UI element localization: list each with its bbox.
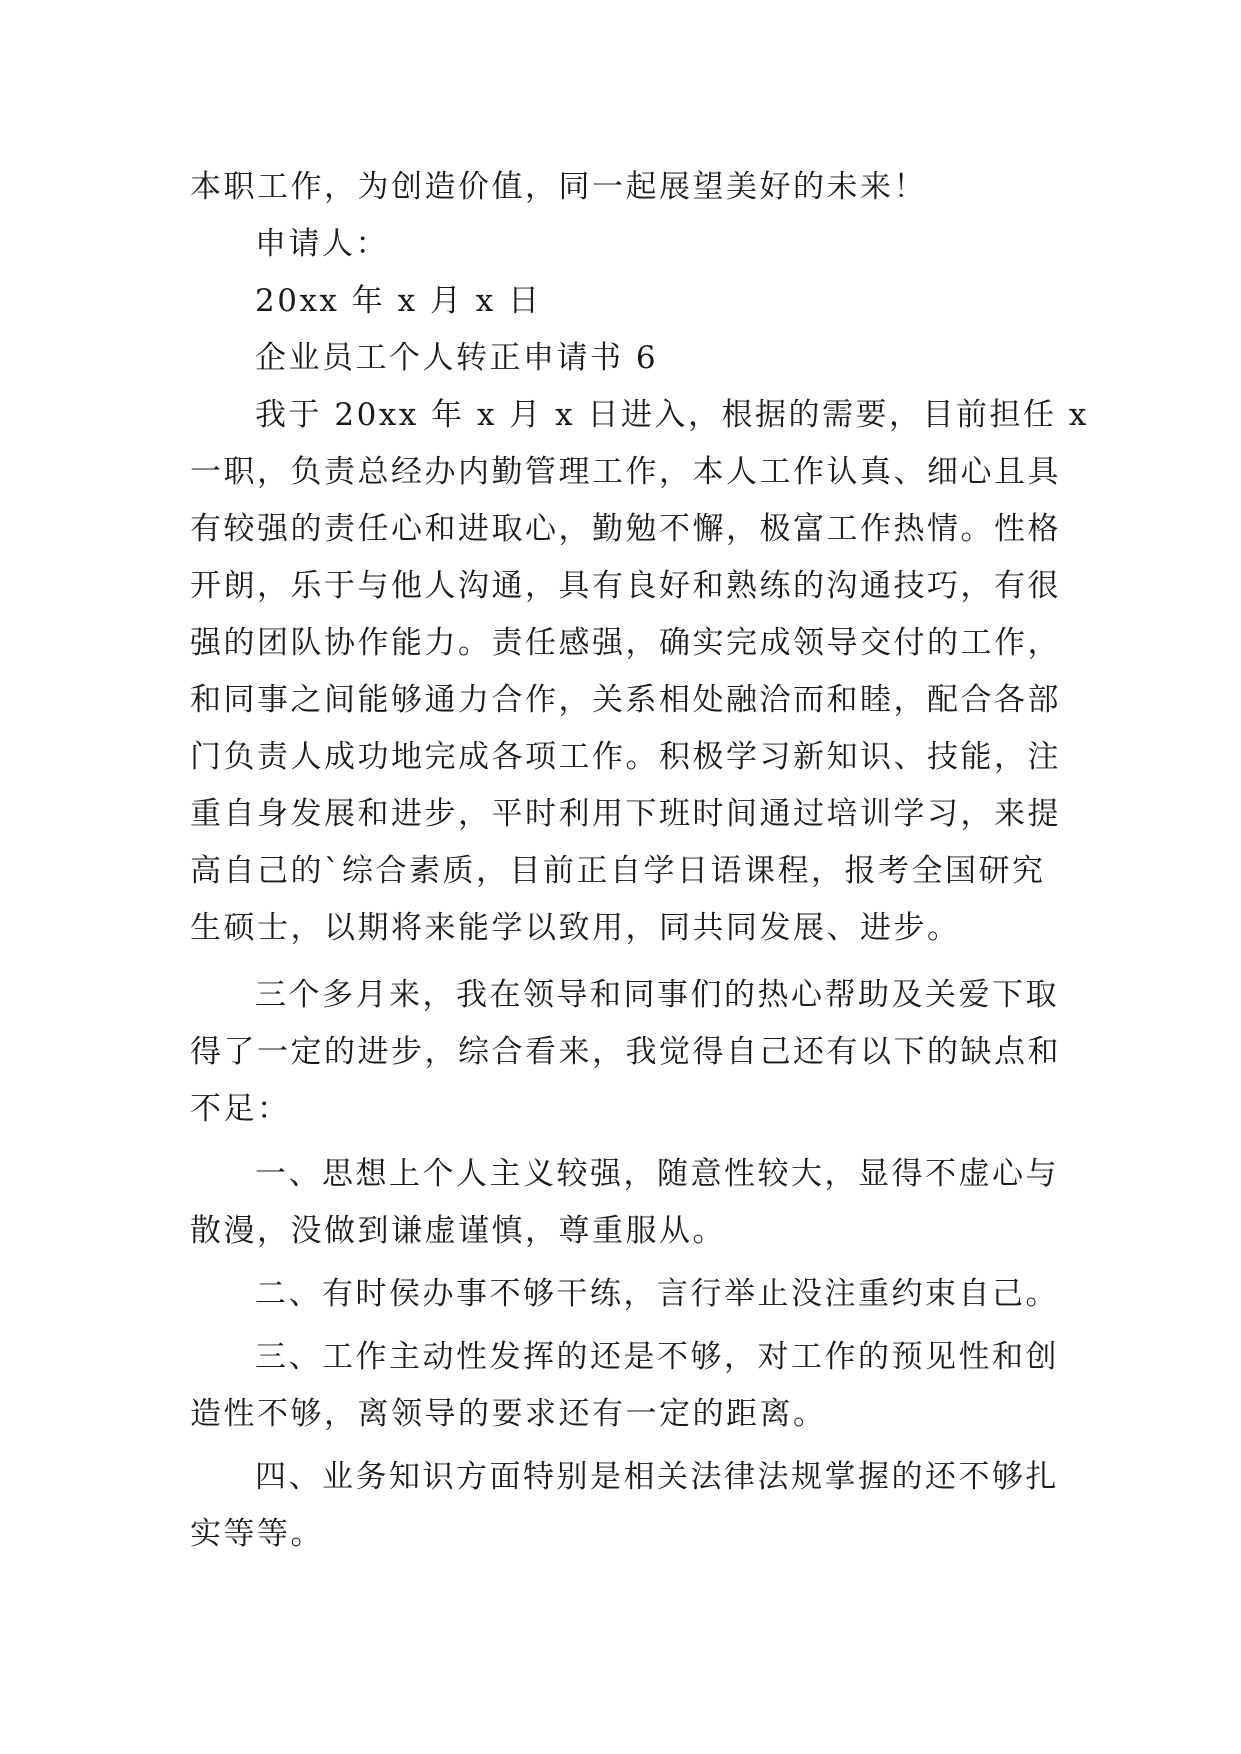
- date-line: 20xx 年 x 月 x 日: [255, 283, 542, 319]
- paragraph-line: 高自己的`综合素质，目前正自学日语课程，报考全国研究: [190, 853, 1046, 889]
- list-item-line: 实等等。: [190, 1516, 324, 1552]
- paragraph-line: 和同事之间能够通力合作，关系相处融洽而和睦，配合各部: [190, 682, 1061, 718]
- paragraph-line: 得了一定的进步，综合看来，我觉得自己还有以下的缺点和: [190, 1034, 1061, 1070]
- list-item-line: 三、工作主动性发挥的还是不够，对工作的预见性和创: [255, 1339, 1059, 1375]
- list-item-line: 造性不够，离领导的要求还有一定的距离。: [190, 1396, 827, 1432]
- paragraph-line: 一职，负责总经办内勤管理工作，本人工作认真、细心且具: [190, 454, 1061, 490]
- paragraph-line: 门负责人成功地完成各项工作。积极学习新知识、技能，注: [190, 739, 1061, 775]
- paragraph-line: 三个多月来，我在领导和同事们的热心帮助及关爱下取: [255, 977, 1059, 1013]
- list-item-line: 二、有时侯办事不够干练，言行举止没注重约束自己。: [255, 1276, 1059, 1312]
- paragraph-line: 我于 20xx 年 x 月 x 日进入，根据的需要，目前担任 x: [255, 397, 1089, 433]
- section-title: 企业员工个人转正申请书 6: [255, 340, 659, 376]
- paragraph-line: 强的团队协作能力。责任感强，确实完成领导交付的工作，: [190, 625, 1061, 661]
- list-item-line: 四、业务知识方面特别是相关法律法规掌握的还不够扎: [255, 1459, 1059, 1495]
- paragraph-line: 本职工作，为创造价值，同一起展望美好的未来！: [190, 169, 927, 205]
- paragraph-line: 有较强的责任心和进取心，勤勉不懈，极富工作热情。性格: [190, 511, 1061, 547]
- list-item-line: 一、思想上个人主义较强，随意性较大，显得不虚心与: [255, 1156, 1059, 1192]
- applicant-label: 申请人：: [255, 226, 389, 262]
- paragraph-line: 开朗，乐于与他人沟通，具有良好和熟练的沟通技巧，有很: [190, 568, 1061, 604]
- paragraph-line: 生硕士，以期将来能学以致用，同共同发展、进步。: [190, 910, 961, 946]
- paragraph-line: 不足：: [190, 1091, 291, 1127]
- list-item-line: 散漫，没做到谦虚谨慎，尊重服从。: [190, 1213, 726, 1249]
- paragraph-line: 重自身发展和进步，平时利用下班时间通过培训学习，来提: [190, 796, 1061, 832]
